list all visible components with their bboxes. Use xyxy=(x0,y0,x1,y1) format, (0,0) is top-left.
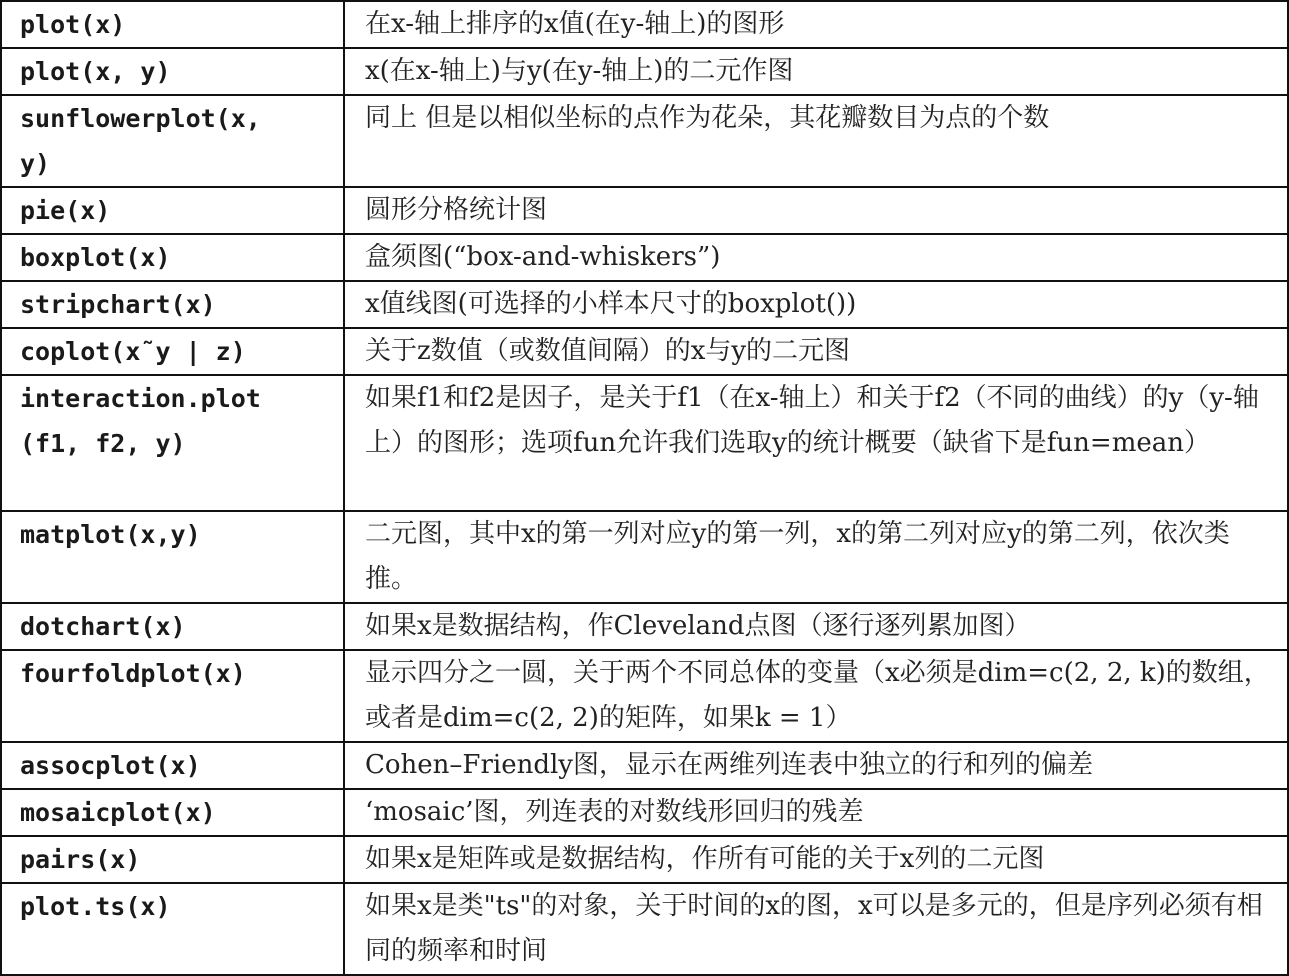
description-cell: 在x-轴上排序的x值(在y-轴上)的图形 xyxy=(344,1,1288,48)
table-row xyxy=(1,883,1288,975)
function-cell: mosaicplot(x) xyxy=(1,789,344,836)
description-cell: 盒须图(“box-and-whiskers”) xyxy=(344,234,1288,281)
description-cell: 二元图，其中x的第一列对应y的第一列，x的第二列对应y的第二列，依次类推。 xyxy=(344,511,1288,603)
table-row xyxy=(1,48,1288,95)
description-cell: x值线图(可选择的小样本尺寸的boxplot()) xyxy=(344,281,1288,328)
function-cell: plot.ts(x) xyxy=(1,883,344,975)
function-cell: fourfoldplot(x) xyxy=(1,650,344,742)
description-cell: ‘mosaic’图，列连表的对数线形回归的残差 xyxy=(344,789,1288,836)
table-row xyxy=(1,95,1288,187)
description-cell: 显示四分之一圆，关于两个不同总体的变量（x必须是dim=c(2, 2, k)的数组，或者是dim=c(2, 2)的矩阵，如果k = 1） xyxy=(344,650,1288,742)
description-cell: 如果x是矩阵或是数据结构，作所有可能的关于x列的二元图 xyxy=(344,836,1288,883)
table-row xyxy=(1,603,1288,650)
function-cell: matplot(x,y) xyxy=(1,511,344,603)
description-cell: 关于z数值（或数值间隔）的x与y的二元图 xyxy=(344,328,1288,375)
description-cell: x(在x-轴上)与y(在y-轴上)的二元作图 xyxy=(344,48,1288,95)
function-cell: assocplot(x) xyxy=(1,742,344,789)
table-row xyxy=(1,281,1288,328)
description-cell: 同上 但是以相似坐标的点作为花朵，其花瓣数目为点的个数 xyxy=(344,95,1288,187)
table-row xyxy=(1,836,1288,883)
function-cell: boxplot(x) xyxy=(1,234,344,281)
table-row xyxy=(1,1,1288,48)
function-cell: coplot(x˜y | z) xyxy=(1,328,344,375)
function-cell: pie(x) xyxy=(1,187,344,234)
function-cell: plot(x) xyxy=(1,1,344,48)
table-row xyxy=(1,375,1288,511)
function-cell: interaction.plot (f1, f2, y) xyxy=(1,375,344,511)
function-cell: plot(x, y) xyxy=(1,48,344,95)
description-cell: 圆形分格统计图 xyxy=(344,187,1288,234)
table-row xyxy=(1,650,1288,742)
table-row xyxy=(1,328,1288,375)
description-cell: 如果f1和f2是因子，是关于f1（在x-轴上）和关于f2（不同的曲线）的y（y-轴上）的图形；选项fun允许我们选取y的统计概要（缺省下是fun=mean） xyxy=(344,375,1288,511)
function-cell: dotchart(x) xyxy=(1,603,344,650)
table-row xyxy=(1,187,1288,234)
table-row xyxy=(1,234,1288,281)
description-cell: Cohen–Friendly图，显示在两维列连表中独立的行和列的偏差 xyxy=(344,742,1288,789)
table-row xyxy=(1,742,1288,789)
function-cell: pairs(x) xyxy=(1,836,344,883)
description-cell: 如果x是类"ts"的对象，关于时间的x的图，x可以是多元的，但是序列必须有相同的频率和时间 xyxy=(344,883,1288,975)
function-cell: sunflowerplot(x, y) xyxy=(1,95,344,187)
table-row xyxy=(1,789,1288,836)
function-cell: stripchart(x) xyxy=(1,281,344,328)
table-row xyxy=(1,511,1288,603)
description-cell: 如果x是数据结构，作Cleveland点图（逐行逐列累加图） xyxy=(344,603,1288,650)
